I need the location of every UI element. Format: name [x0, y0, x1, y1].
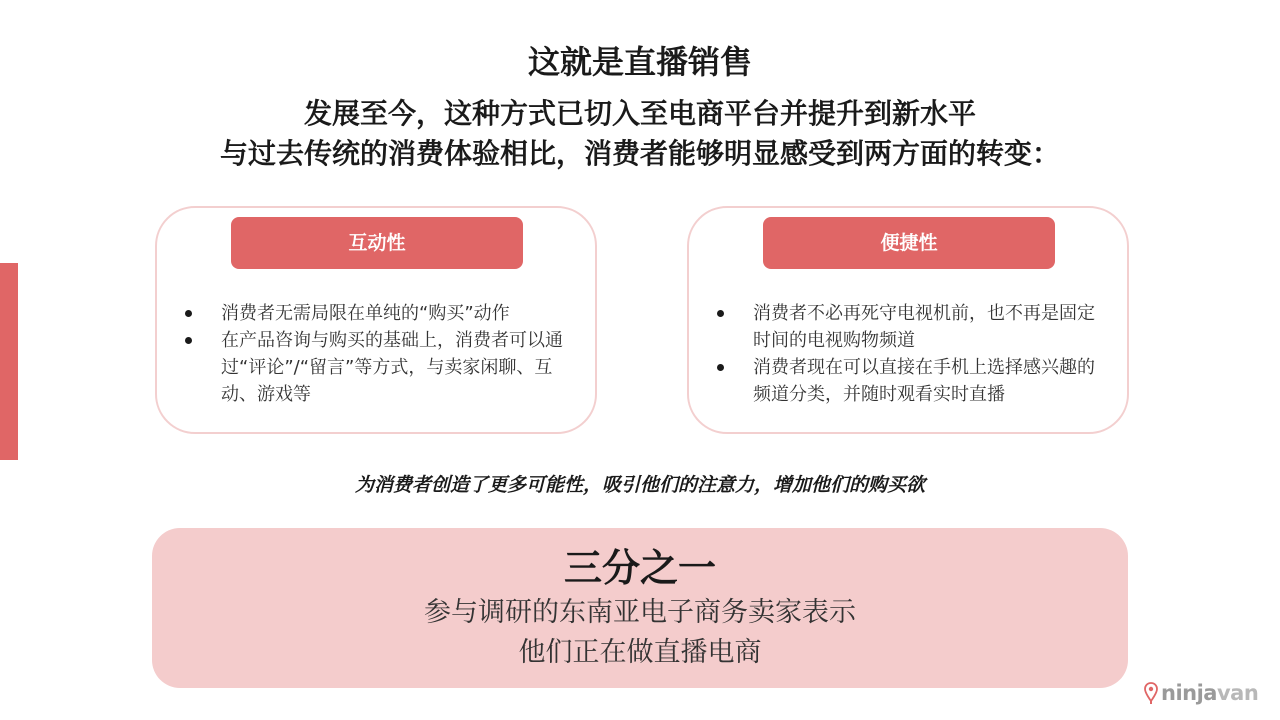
location-pin-icon — [1144, 682, 1158, 704]
interactivity-card — [155, 206, 597, 434]
stat-line-2: 他们正在做直播电商 — [518, 637, 762, 668]
summary-text: 为消费者创造了更多可能性，吸引他们的注意力，增加他们的购买欲 — [354, 474, 925, 496]
list-item: 在产品咨询与购买的基础上，消费者可以通过“评论”/“留言”等方式，与卖家闲聊、互动、游戏等 — [185, 327, 575, 408]
logo-text-van: van — [1216, 681, 1259, 705]
ninjavan-logo — [1144, 676, 1258, 710]
stat-callout — [152, 528, 1128, 688]
subtitle-line-2: 与过去传统的消费体验相比，消费者能够明显感受到两方面的转变： — [219, 137, 1060, 170]
list-item: 消费者现在可以直接在手机上选择感兴趣的频道分类，并随时观看实时直播 — [717, 354, 1107, 408]
left-accent-bar — [0, 263, 18, 460]
slide-subtitle — [0, 94, 1280, 174]
convenience-bullet-list — [717, 300, 1107, 408]
logo-text-ninja: ninja — [1161, 681, 1217, 705]
subtitle-line-1: 发展至今，这种方式已切入至电商平台并提升到新水平 — [303, 97, 976, 130]
stat-line-1: 参与调研的东南亚电子商务卖家表示 — [424, 597, 856, 628]
slide-title: 这就是直播销售 — [527, 43, 752, 81]
list-item: 消费者不必再死守电视机前，也不再是固定时间的电视购物频道 — [717, 300, 1107, 354]
interactivity-bullet-list — [185, 300, 575, 408]
logo-wordmark — [1161, 678, 1258, 708]
convenience-card — [687, 206, 1129, 434]
convenience-card-header: 便捷性 — [763, 217, 1055, 269]
interactivity-card-header: 互动性 — [231, 217, 523, 269]
stat-headline: 三分之一 — [563, 546, 716, 590]
list-item: 消费者无需局限在单纯的“购买”动作 — [185, 300, 575, 327]
